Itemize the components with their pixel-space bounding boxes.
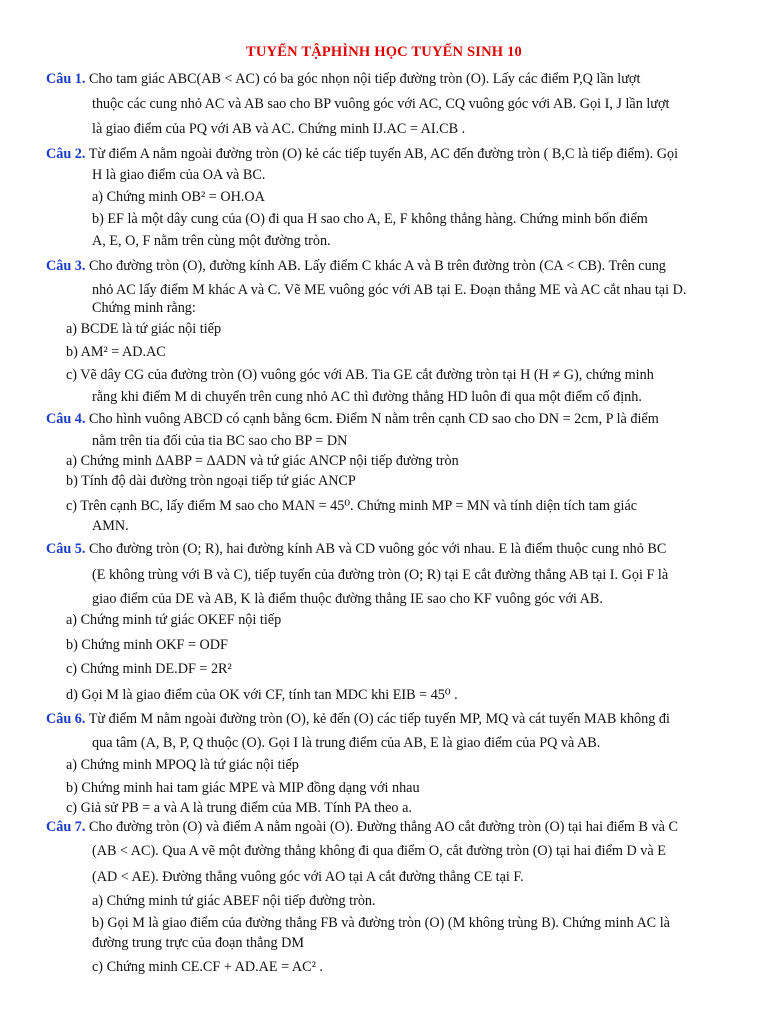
problem-text: b) Gọi M là giao điểm của đường thẳng FB và đường tròn (O) (M không trùng B). Chứng minh AC là xyxy=(92,915,670,931)
problem-text-line xyxy=(92,914,670,932)
problem-number: Câu 4. xyxy=(46,411,86,427)
problem-text: Từ điểm M nằm ngoài đường tròn (O), kẻ đến (O) các tiếp tuyến MP, MQ và cát tuyến MAB không đi xyxy=(85,711,670,727)
problem-text: nằm trên tia đối của tia BC sao cho BP = DN xyxy=(92,433,348,449)
problem-text-line xyxy=(66,497,637,515)
problem-text-line xyxy=(92,432,347,450)
problem-text: c) Vẽ dây CG của đường tròn (O) vuông góc với AB. Tia GE cắt đường tròn tại H (H ≠ G), chứng minh xyxy=(66,367,654,383)
problem-text-line xyxy=(66,756,299,774)
problem-text: a) Chứng minh tứ giác OKEF nội tiếp xyxy=(66,612,282,628)
problem-text: H là giao điểm của OA và BC. xyxy=(92,167,266,183)
problem-text-line xyxy=(92,95,669,113)
problem-text-line xyxy=(66,472,356,490)
problem-text-line xyxy=(92,188,265,206)
problem-text: a) Chứng minh ΔABP = ΔADN và tứ giác ANCP nội tiếp đường tròn xyxy=(66,453,459,469)
problem-text-line xyxy=(66,779,420,797)
problem-text: đường trung trực của đoạn thẳng DM xyxy=(92,935,305,951)
problem-text: Cho hình vuông ABCD có cạnh bằng 6cm. Điểm N nằm trên cạnh CD sao cho DN = 2cm, P là điểm xyxy=(85,411,659,427)
problem-heading-line xyxy=(46,540,666,558)
problem-text: a) Chứng minh tứ giác ABEF nội tiếp đường tròn. xyxy=(92,893,376,909)
page-title: TUYỂN TẬPHÌNH HỌC TUYỂN SINH 10 xyxy=(246,44,522,60)
problem-text-line xyxy=(92,934,304,952)
problem-text-line xyxy=(66,366,654,384)
problem-text: giao điểm của DE và AB, K là điểm thuộc đường thẳng IE sao cho KF vuông góc với AB. xyxy=(92,591,603,607)
problem-text-line xyxy=(66,660,232,678)
problem-text: b) Chứng minh OKF = ODF xyxy=(66,637,228,653)
problem-text: (AB < AC). Qua A vẽ một đường thẳng không đi qua điểm O, cắt đường tròn (O) tại hai điểm D và E xyxy=(92,843,666,859)
problem-heading-line xyxy=(46,818,678,836)
problem-text: b) Chứng minh hai tam giác MPE và MIP đồng dạng với nhau xyxy=(66,780,420,796)
problem-text: a) Chứng minh MPOQ là tứ giác nội tiếp xyxy=(66,757,299,773)
problem-text: qua tâm (A, B, P, Q thuộc (O). Gọi I là trung điểm của AB, E là giao điểm của PQ và AB. xyxy=(92,735,601,751)
problem-text: A, E, O, F nằm trên cùng một đường tròn. xyxy=(92,233,331,249)
problem-text-line xyxy=(92,517,129,535)
problem-text-line xyxy=(92,590,603,608)
problem-text: b) AM² = AD.AC xyxy=(66,344,166,360)
problem-text: Cho đường tròn (O), đường kính AB. Lấy điểm C khác A và B trên đường tròn (CA < CB). Trên cung xyxy=(85,258,666,274)
problem-text: Cho đường tròn (O; R), hai đường kính AB và CD vuông góc với nhau. E là điểm thuộc cung nhỏ BC xyxy=(85,541,667,557)
problem-text: nhỏ AC lấy điểm M khác A và C. Vẽ ME vuông góc với AB tại E. Đoạn thẳng ME và AC cắt nhau tại D. xyxy=(92,282,687,298)
problem-text: là giao điểm của PQ với AB và AC. Chứng minh IJ.AC = AI.CB . xyxy=(92,121,466,137)
problem-text: AMN. xyxy=(92,518,129,534)
problem-text-line xyxy=(66,686,458,704)
problem-text-line xyxy=(92,120,465,138)
problem-text-line xyxy=(66,320,221,338)
problem-text-line xyxy=(92,388,642,406)
problem-text-line xyxy=(92,842,666,860)
problem-text-line xyxy=(92,281,686,299)
problem-heading-line xyxy=(46,410,659,428)
problem-text-line xyxy=(92,210,648,228)
problem-number: Câu 3. xyxy=(46,258,86,274)
problem-text-line xyxy=(92,566,668,584)
problem-heading-line xyxy=(46,70,640,88)
problem-number: Câu 1. xyxy=(46,71,86,87)
problem-text-line xyxy=(92,868,524,886)
problem-number: Câu 6. xyxy=(46,711,86,727)
problem-text: a) Chứng minh OB² = OH.OA xyxy=(92,189,265,205)
problem-text: (E không trùng với B và C), tiếp tuyến của đường tròn (O; R) tại E cắt đường thẳng AB tại I. Gọi F là xyxy=(92,567,669,583)
problem-text: b) EF là một dây cung của (O) đi qua H sao cho A, E, F không thẳng hàng. Chứng minh bốn điểm xyxy=(92,211,648,227)
problem-text: Cho đường tròn (O) và điểm A nằm ngoài (O). Đường thẳng AO cắt đường tròn (O) tại hai điểm B và C xyxy=(85,819,678,835)
problem-text-line xyxy=(66,343,166,361)
problem-heading-line xyxy=(46,710,670,728)
problem-text-line xyxy=(92,299,196,317)
problem-text: c) Giả sử PB = a và A là trung điểm của MB. Tính PA theo a. xyxy=(66,800,412,816)
problem-text: rằng khi điểm M di chuyển trên cung nhỏ AC thì đường thẳng HD luôn đi qua một điểm cố định. xyxy=(92,389,642,405)
problem-text: Cho tam giác ABC(AB < AC) có ba góc nhọn nội tiếp đường tròn (O). Lấy các điểm P,Q lần lượt xyxy=(85,71,641,87)
problem-number: Câu 7. xyxy=(46,819,86,835)
problem-text: (AD < AE). Đường thẳng vuông góc với AO tại A cắt đường thẳng CE tại F. xyxy=(92,869,524,885)
problem-text: b) Tính độ dài đường tròn ngoại tiếp tứ giác ANCP xyxy=(66,473,356,489)
problem-text-line xyxy=(66,799,412,817)
problem-number: Câu 2. xyxy=(46,146,86,162)
problem-text-line xyxy=(66,611,281,629)
problem-heading-line xyxy=(46,257,666,275)
problem-text-line xyxy=(92,166,265,184)
problem-text: c) Chứng minh DE.DF = 2R² xyxy=(66,661,232,677)
problem-text: c) Chứng minh CE.CF + AD.AE = AC² . xyxy=(92,959,323,975)
problem-text-line xyxy=(92,892,376,910)
problem-text-line xyxy=(66,636,228,654)
problem-text: thuộc các cung nhỏ AC và AB sao cho BP vuông góc với AC, CQ vuông góc với AB. Gọi I, J lần lượt xyxy=(92,96,670,112)
problem-heading-line xyxy=(46,145,678,163)
problem-text: Từ điểm A nằm ngoài đường tròn (O) kẻ các tiếp tuyến AB, AC đến đường tròn ( B,C là tiếp điểm). Gọi xyxy=(85,146,679,162)
problem-text-line xyxy=(92,734,600,752)
problem-text-line xyxy=(66,452,459,470)
problem-text: c) Trên cạnh BC, lấy điểm M sao cho MAN = 45⁰. Chứng minh MP = MN và tính diện tích tam giác xyxy=(66,498,638,514)
problem-number: Câu 5. xyxy=(46,541,86,557)
problem-text: Chứng minh rằng: xyxy=(92,300,196,316)
problem-text-line xyxy=(92,232,331,250)
problem-text: d) Gọi M là giao điểm của OK với CF, tính tan MDC khi EIB = 45⁰ . xyxy=(66,687,458,703)
problem-text-line xyxy=(92,958,323,976)
problem-text: a) BCDE là tứ giác nội tiếp xyxy=(66,321,222,337)
